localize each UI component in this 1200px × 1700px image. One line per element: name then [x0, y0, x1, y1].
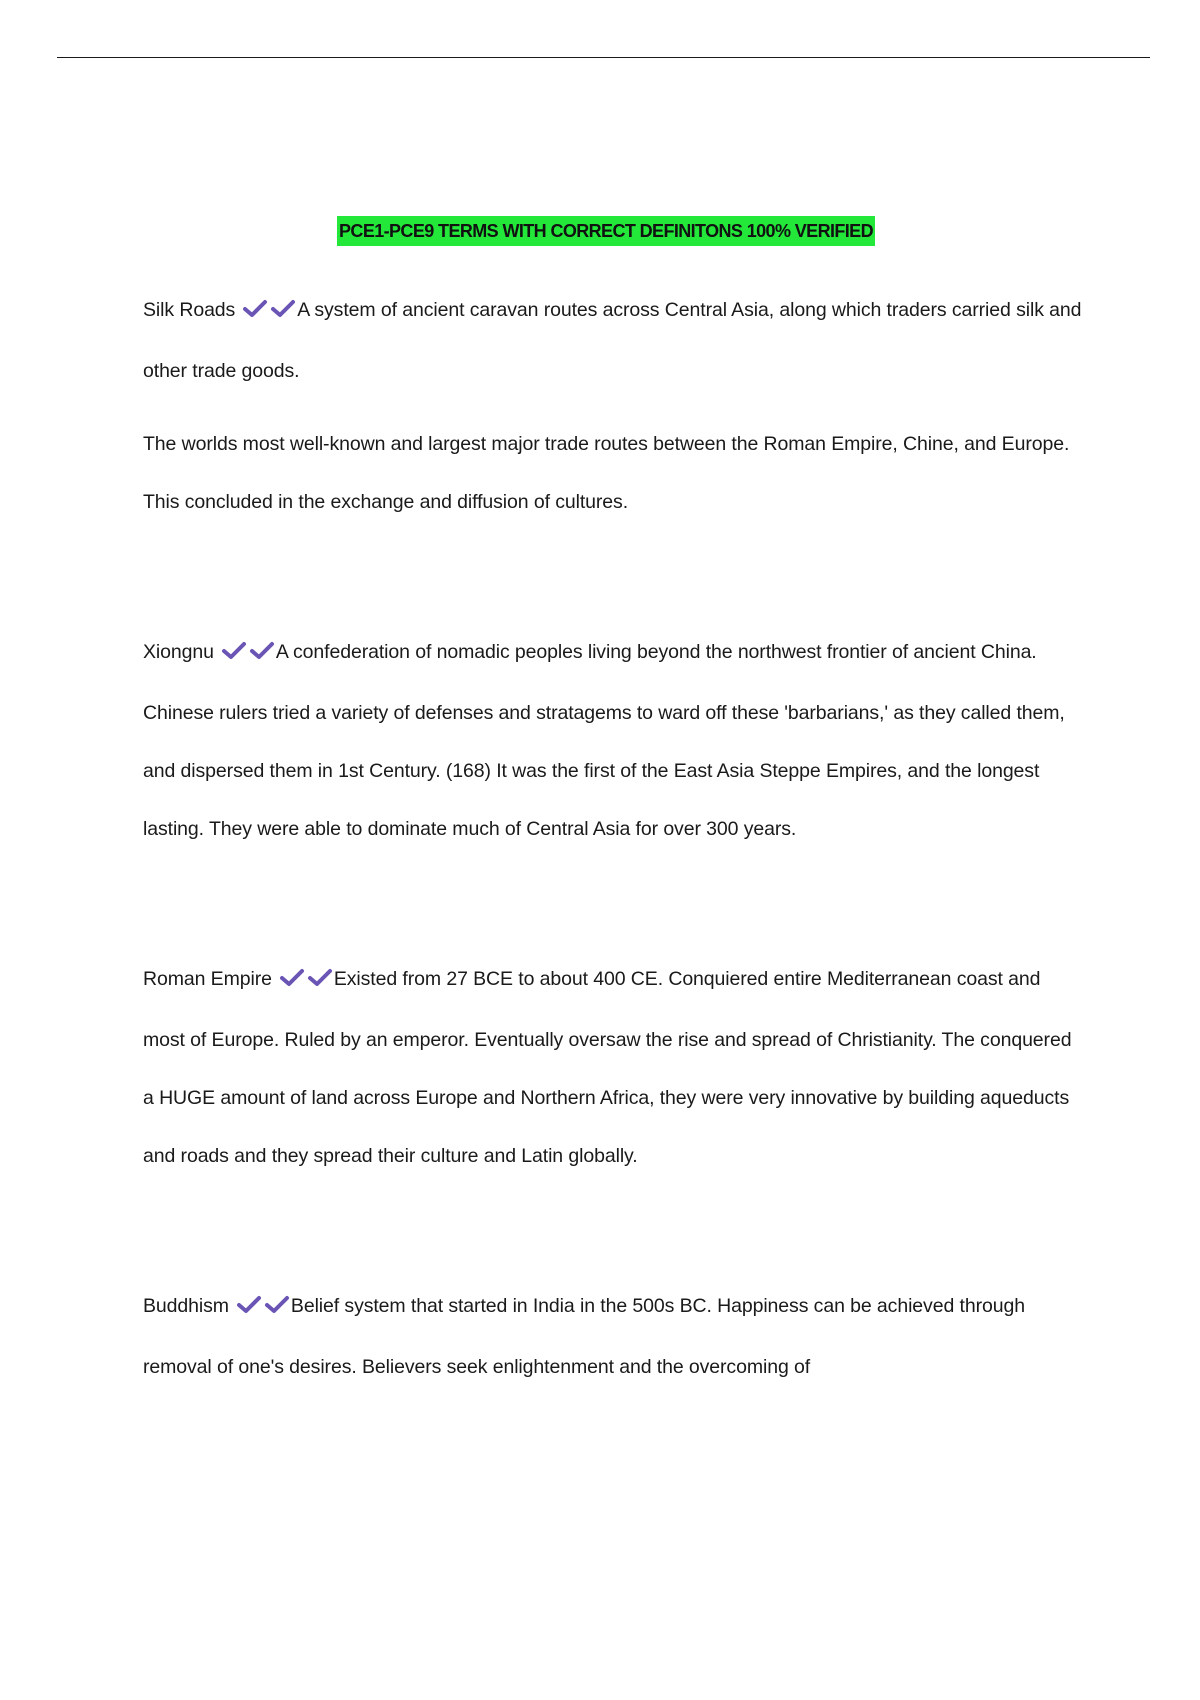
checkmark-icon: [306, 968, 334, 988]
note-text: The worlds most well-known and largest major trade routes between the Roman Empire, Chine, and Europe. This concluded in the exchange and diffusion of cultures.: [143, 433, 1070, 513]
entry-silk-roads-note: [143, 415, 1083, 531]
term-definition: A system of ancient caravan routes across Central Asia, along which traders carried silk and other trade goods.: [143, 299, 1082, 382]
checkmark-icon: [278, 968, 306, 988]
checkmark-icon: [248, 641, 276, 661]
entry-roman-empire: [143, 950, 1083, 1185]
term-definition: Belief system that started in India in the 500s BC. Happiness can be achieved through removal of one's desires. Believers seek enlightenment and the overcoming of: [143, 1295, 1025, 1378]
header-rule: [57, 57, 1150, 58]
checkmark-icon: [263, 1295, 291, 1315]
check-pair: [235, 1280, 291, 1338]
term-label: Silk Roads: [143, 299, 236, 321]
term-label: Roman Empire: [143, 968, 272, 990]
term-label: Xiongnu: [143, 641, 214, 663]
term-label: Buddhism: [143, 1295, 229, 1317]
checkmark-icon: [269, 299, 297, 319]
checkmark-icon: [235, 1295, 263, 1315]
term-definition: Existed from 27 BCE to about 400 CE. Conquiered entire Mediterranean coast and most of Europe. Ruled by an emperor. Eventually oversaw the rise and spread of Christianity. The conquered a HUGE amount of land across Europe and Northern Africa, they were very innovative by building aqueducts and roads and they spread their culture and Latin globally.: [143, 968, 1072, 1167]
checkmark-icon: [241, 299, 269, 319]
entry-silk-roads: [143, 281, 1083, 400]
entry-xiongnu: [143, 623, 1083, 858]
check-pair: [241, 284, 297, 342]
check-pair: [220, 626, 276, 684]
title-container: [0, 216, 1200, 246]
document-body: [143, 281, 1083, 1396]
term-definition: A confederation of nomadic peoples living beyond the northwest frontier of ancient China. Chinese rulers tried a variety of defenses and stratagems to ward off these 'barbarians,' as they called them, and dispersed them in 1st Century. (168) It was the first of the East Asia Steppe Empires, and the longest lasting. They were able to dominate much of Central Asia for over 300 years.: [143, 641, 1065, 840]
checkmark-icon: [220, 641, 248, 661]
check-pair: [278, 953, 334, 1011]
document-title: PCE1-PCE9 TERMS WITH CORRECT DEFINITONS 100% VERIFIED: [337, 216, 875, 246]
entry-buddhism: [143, 1277, 1083, 1396]
